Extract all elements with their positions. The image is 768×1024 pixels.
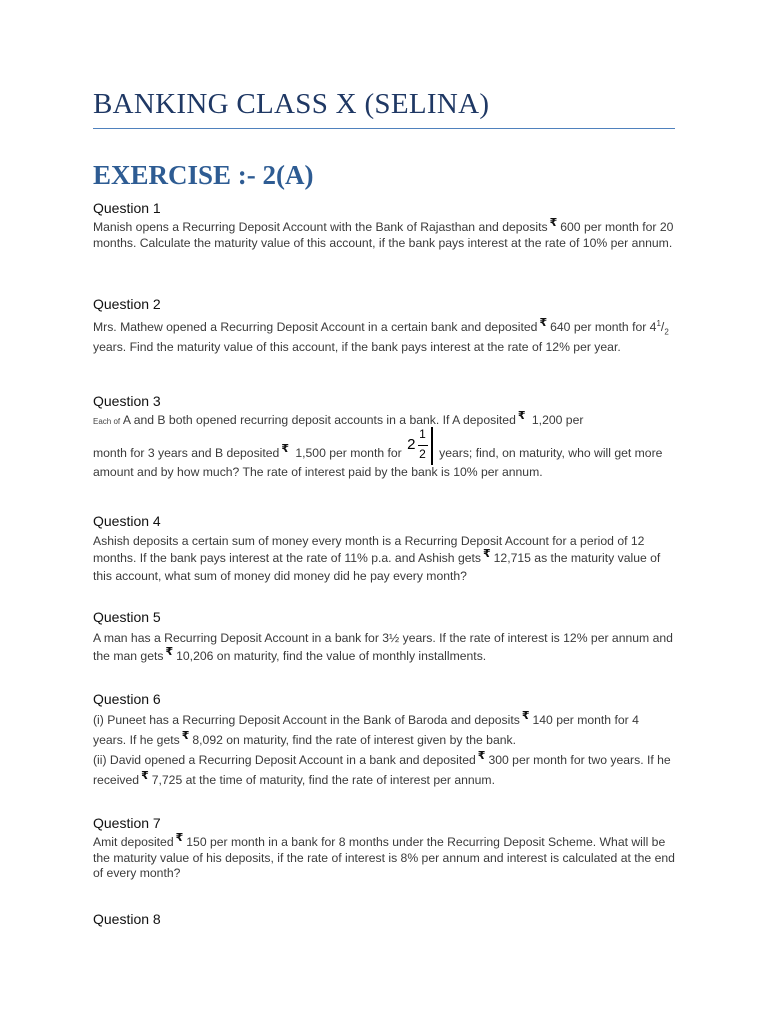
question-label: Question 2 <box>93 296 161 312</box>
question-3 <box>93 393 675 480</box>
question-label: Question 7 <box>93 815 161 831</box>
mixed-fraction: 2 1 2 <box>407 429 437 465</box>
question-label: Question 8 <box>93 911 161 927</box>
cursor-bar <box>431 427 433 465</box>
rupee-icon: ₹ <box>517 410 526 422</box>
rupee-icon: ₹ <box>539 317 548 330</box>
question-text: Manish opens a Recurring Deposit Account with the Bank of Rajasthan and deposits ₹ 600 per month for 20 months. Calculate the maturity value of this account, if the bank pays interest at the rate of 10% per annum. <box>93 217 674 250</box>
title-divider <box>93 128 675 129</box>
rupee-icon: ₹ <box>175 832 184 844</box>
question-label: Question 1 <box>93 200 161 216</box>
rupee-icon: ₹ <box>521 710 530 722</box>
exercise-heading: EXERCISE :- 2(A) <box>93 160 314 190</box>
question-label: Question 3 <box>93 393 161 409</box>
question-2 <box>93 296 675 355</box>
question-text: (i) Puneet has a Recurring Deposit Account in the Bank of Baroda and deposits ₹ 140 per month for 4 years. If he gets ₹ 8,092 on maturity, find the rate of interest given by the bank. (ii) David opened a Recurring Deposit Account in a bank and deposited ₹ 300 per month for two years. If he received ₹ 7,725 at the time of maturity, find the rate of interest per annum. <box>93 711 675 791</box>
question-text: Ashish deposits a certain sum of money every month is a Recurring Deposit Account for a period of 12 months. If the bank pays interest at the rate of 11% p.a. and Ashish gets ₹ 12,715 as the maturity value of this account, what sum of money did money did he pay every month? <box>93 534 661 583</box>
rupee-icon: ₹ <box>477 750 486 762</box>
rupee-icon: ₹ <box>549 217 558 229</box>
question-5 <box>93 609 675 666</box>
rupee-icon: ₹ <box>141 770 149 782</box>
question-label: Question 6 <box>93 691 161 707</box>
question-text: A man has a Recurring Deposit Account in a bank for 3½ years. If the rate of interest is 12% per annum and the man gets ₹ 10,206 on maturity, find the value of monthly installments. <box>93 631 673 663</box>
question-text: Each of A and B both opened recurring deposit accounts in a bank. If A deposited ₹ 1,200 per month for 3 years and B deposited ₹ 1,500 per month for 2 1 2 years; find, on maturity, who will get more amount and by how much? The rate of interest paid by the bank is 10% per annum. <box>93 410 663 479</box>
rupee-icon: ₹ <box>181 730 190 742</box>
question-label: Question 5 <box>93 609 161 625</box>
rupee-icon: ₹ <box>165 646 174 658</box>
question-text: Amit deposited ₹ 150 per month in a bank for 8 months under the Recurring Deposit Scheme. What will be the maturity value of his deposits, if the rate of interest is 8% per annum and interest is calculated at the end of every month? <box>93 832 675 880</box>
question-1 <box>93 200 675 251</box>
question-8 <box>93 911 675 931</box>
question-4 <box>93 513 675 585</box>
question-7 <box>93 815 675 881</box>
rupee-icon: ₹ <box>482 548 491 560</box>
rupee-icon: ₹ <box>281 443 289 456</box>
question-label: Question 4 <box>93 513 161 529</box>
question-6 <box>93 691 675 791</box>
document-title: BANKING CLASS X (SELINA) <box>93 88 490 120</box>
question-text: Mrs. Mathew opened a Recurring Deposit Account in a certain bank and deposited ₹ 640 per month for $4^1/_2$ years. Find the maturity value of this account, if the bank pays interest at the rate of 12% per year. <box>93 317 669 354</box>
